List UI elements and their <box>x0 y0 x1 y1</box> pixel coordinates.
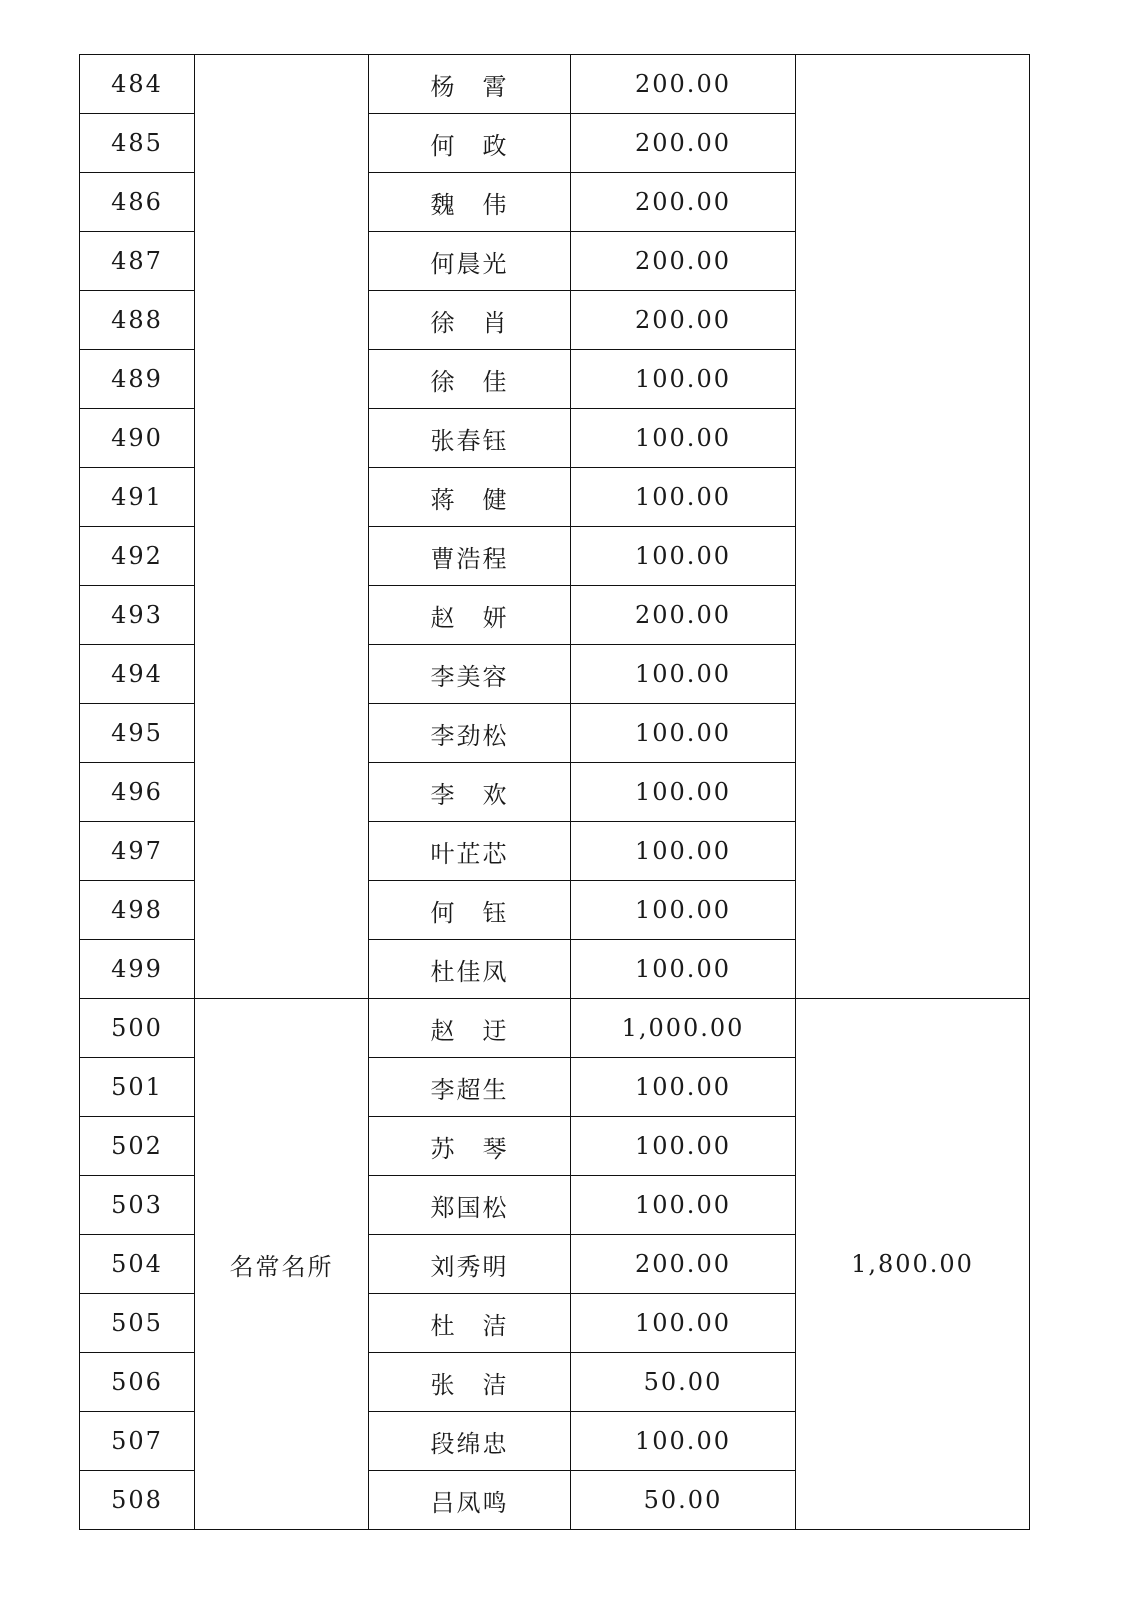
person-name-cell: 刘秀明 <box>369 1235 571 1294</box>
unit-name-cell <box>195 55 369 999</box>
amount-cell: 100.00 <box>571 881 796 940</box>
row-number-cell: 497 <box>80 822 195 881</box>
amount-cell: 200.00 <box>571 173 796 232</box>
row-number-cell: 496 <box>80 763 195 822</box>
row-number-cell: 491 <box>80 468 195 527</box>
row-number-cell: 494 <box>80 645 195 704</box>
person-name-cell: 李劲松 <box>369 704 571 763</box>
donation-table <box>79 54 1030 1530</box>
amount-cell: 100.00 <box>571 350 796 409</box>
amount-cell: 100.00 <box>571 1412 796 1471</box>
person-name-cell: 吕凤鸣 <box>369 1471 571 1530</box>
row-number-cell: 484 <box>80 55 195 114</box>
person-name-cell: 赵 迂 <box>369 999 571 1058</box>
row-number-cell: 500 <box>80 999 195 1058</box>
amount-cell: 100.00 <box>571 822 796 881</box>
amount-cell: 200.00 <box>571 586 796 645</box>
amount-cell: 100.00 <box>571 468 796 527</box>
person-name-cell: 杜 洁 <box>369 1294 571 1353</box>
amount-cell: 50.00 <box>571 1353 796 1412</box>
unit-name-cell: 名常名所 <box>195 999 369 1530</box>
amount-cell: 100.00 <box>571 1176 796 1235</box>
amount-cell: 100.00 <box>571 527 796 586</box>
row-number-cell: 506 <box>80 1353 195 1412</box>
row-number-cell: 502 <box>80 1117 195 1176</box>
row-number-cell: 495 <box>80 704 195 763</box>
row-number-cell: 505 <box>80 1294 195 1353</box>
amount-cell: 100.00 <box>571 1294 796 1353</box>
person-name-cell: 苏 琴 <box>369 1117 571 1176</box>
amount-cell: 200.00 <box>571 232 796 291</box>
table-row <box>80 999 1030 1058</box>
person-name-cell: 段绵忠 <box>369 1412 571 1471</box>
group-total-cell <box>796 55 1030 999</box>
person-name-cell: 李美容 <box>369 645 571 704</box>
person-name-cell: 张 洁 <box>369 1353 571 1412</box>
row-number-cell: 507 <box>80 1412 195 1471</box>
person-name-cell: 曹浩程 <box>369 527 571 586</box>
row-number-cell: 490 <box>80 409 195 468</box>
row-number-cell: 498 <box>80 881 195 940</box>
row-number-cell: 499 <box>80 940 195 999</box>
person-name-cell: 杨 霄 <box>369 55 571 114</box>
person-name-cell: 郑国松 <box>369 1176 571 1235</box>
table-row <box>80 55 1030 114</box>
row-number-cell: 503 <box>80 1176 195 1235</box>
row-number-cell: 492 <box>80 527 195 586</box>
person-name-cell: 李超生 <box>369 1058 571 1117</box>
row-number-cell: 508 <box>80 1471 195 1530</box>
group-total-cell: 1,800.00 <box>796 999 1030 1530</box>
amount-cell: 100.00 <box>571 763 796 822</box>
person-name-cell: 杜佳凤 <box>369 940 571 999</box>
person-name-cell: 何晨光 <box>369 232 571 291</box>
row-number-cell: 486 <box>80 173 195 232</box>
amount-cell: 100.00 <box>571 645 796 704</box>
row-number-cell: 487 <box>80 232 195 291</box>
person-name-cell: 何 政 <box>369 114 571 173</box>
amount-cell: 200.00 <box>571 291 796 350</box>
amount-cell: 100.00 <box>571 940 796 999</box>
amount-cell: 50.00 <box>571 1471 796 1530</box>
amount-cell: 200.00 <box>571 1235 796 1294</box>
row-number-cell: 493 <box>80 586 195 645</box>
row-number-cell: 488 <box>80 291 195 350</box>
amount-cell: 100.00 <box>571 1058 796 1117</box>
person-name-cell: 魏 伟 <box>369 173 571 232</box>
person-name-cell: 徐 佳 <box>369 350 571 409</box>
amount-cell: 100.00 <box>571 1117 796 1176</box>
person-name-cell: 赵 妍 <box>369 586 571 645</box>
table-body <box>80 55 1030 1530</box>
amount-cell: 100.00 <box>571 704 796 763</box>
amount-cell: 1,000.00 <box>571 999 796 1058</box>
person-name-cell: 李 欢 <box>369 763 571 822</box>
row-number-cell: 489 <box>80 350 195 409</box>
amount-cell: 100.00 <box>571 409 796 468</box>
row-number-cell: 485 <box>80 114 195 173</box>
row-number-cell: 501 <box>80 1058 195 1117</box>
amount-cell: 200.00 <box>571 114 796 173</box>
person-name-cell: 叶芷芯 <box>369 822 571 881</box>
person-name-cell: 蒋 健 <box>369 468 571 527</box>
row-number-cell: 504 <box>80 1235 195 1294</box>
person-name-cell: 徐 肖 <box>369 291 571 350</box>
amount-cell: 200.00 <box>571 55 796 114</box>
person-name-cell: 张春钰 <box>369 409 571 468</box>
person-name-cell: 何 钰 <box>369 881 571 940</box>
